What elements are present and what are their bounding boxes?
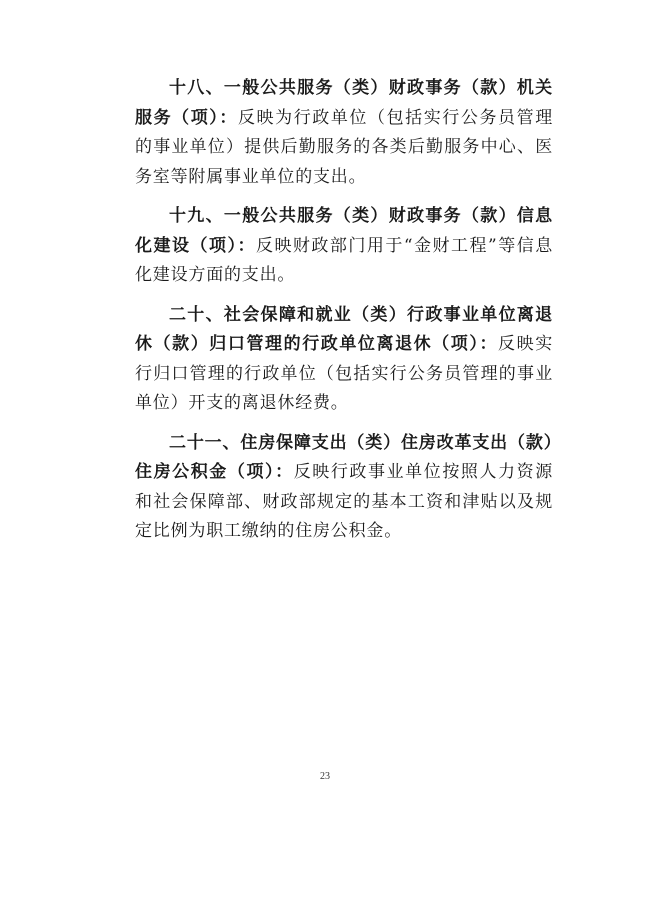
paragraph-item-20 (135, 301, 553, 419)
paragraph-heading: 十八、一般公共服务（类）财政事务（款）机关服务（项）： (135, 78, 553, 128)
paragraph-item-21 (135, 429, 553, 547)
paragraph-item-19 (135, 202, 553, 291)
paragraph-body: 反映财政部门用于“金财工程”等信息化建设方面的支出。 (135, 235, 553, 285)
paragraph-heading: 二十一、住房保障支出（类）住房改革支出（款）住房公积金（项）： (135, 432, 553, 482)
paragraph-heading: 十九、一般公共服务（类）财政事务（款）信息化建设（项）： (135, 206, 553, 256)
paragraph-heading: 二十、社会保障和就业（类）行政事业单位离退休（款）归口管理的行政单位离退休（项）： (135, 304, 553, 354)
paragraph-body: 反映实行归口管理的行政单位（包括实行公务员管理的事业单位）开支的离退休经费。 (135, 334, 554, 413)
paragraph-item-18 (135, 74, 553, 192)
paragraph-body: 反映为行政单位（包括实行公务员管理的事业单位）提供后勤服务的各类后勤服务中心、医务室等附属事业单位的支出。 (135, 107, 553, 187)
document-body (135, 74, 553, 557)
paragraph-body: 反映行政事业单位按照人力资源和社会保障部、财政部规定的基本工资和津贴以及规定比例为职工缴纳的住房公积金。 (135, 462, 554, 541)
page-number: 23 (320, 771, 330, 782)
